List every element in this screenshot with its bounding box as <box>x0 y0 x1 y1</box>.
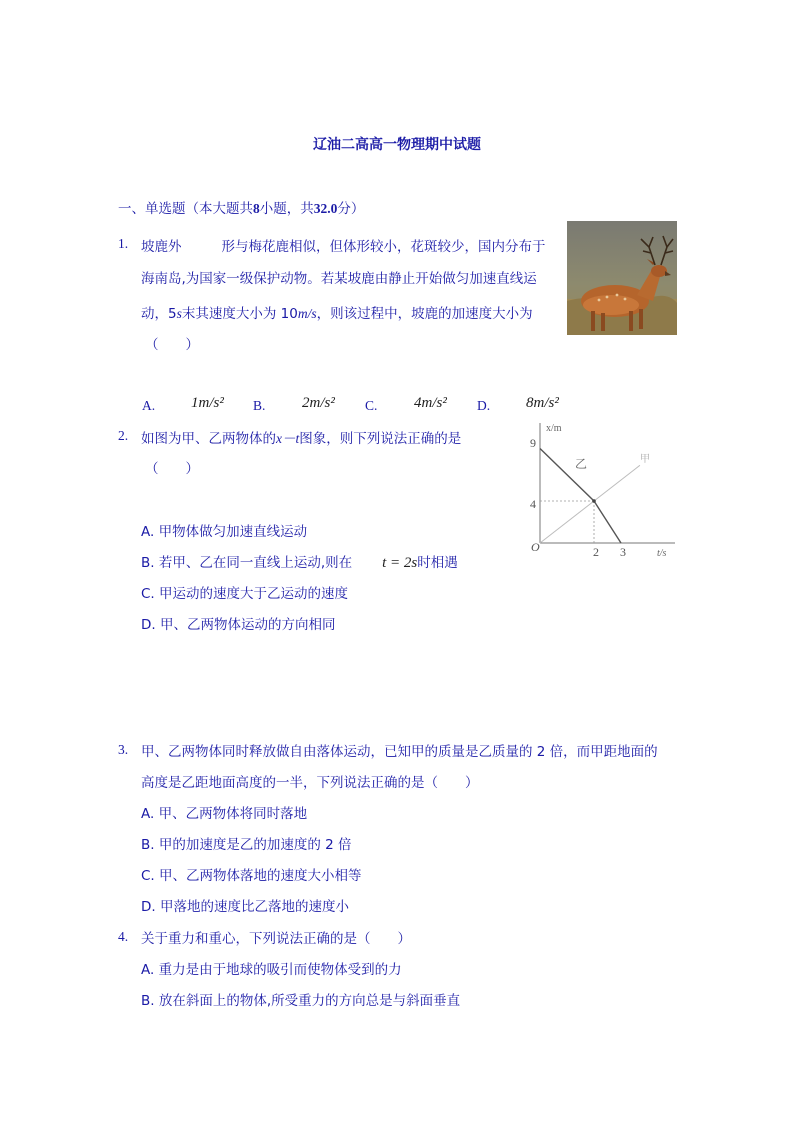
section-heading-tail: 分） <box>337 201 365 217</box>
deer-photo <box>567 221 677 335</box>
q1-line2: 海南岛,为国家一级保护动物。若某坡鹿由静止开始做匀加速直线运 <box>141 271 537 287</box>
intersection-point <box>592 499 596 503</box>
q2-stem-b: 图象，则下列说法正确的是 <box>299 431 462 447</box>
q1-option-a-value: 1m/s² <box>191 395 224 411</box>
origin-label: O <box>531 540 540 554</box>
q3-line2: 高度是乙距地面高度的一半，下列说法正确的是（ ） <box>141 775 479 791</box>
q4-option-b: B. 放在斜面上的物体,所受重力的方向总是与斜面垂直 <box>141 993 461 1009</box>
x-tick-2: 2 <box>593 545 599 559</box>
q1-option-b-label: B. <box>253 398 266 413</box>
q1-line3-e: ，则该过程中，坡鹿的加速度大小为 <box>316 306 533 322</box>
q3-line1: 甲、乙两物体同时释放做自由落体运动，已知甲的质量是乙质量的 2 倍，而甲距地面的 <box>141 744 658 760</box>
q1-option-a-label: A. <box>142 398 156 413</box>
q1-option-c-value: 4m/s² <box>414 395 447 411</box>
q3-option-b: B. 甲的加速度是乙的加速度的 2 倍 <box>141 837 352 853</box>
q1-line1 <box>141 235 546 255</box>
series-line-jia <box>540 465 640 543</box>
q2-stem-var: x－t <box>276 431 300 446</box>
q3-option-a: A. 甲、乙两物体将同时落地 <box>141 806 308 822</box>
y-axis-label: x/m <box>546 423 562 434</box>
q4-number: 4. <box>118 929 129 944</box>
q1-line3-a: 动，5 <box>141 306 177 322</box>
q1-option-d-label: D. <box>477 398 491 413</box>
section-score: 32.0 <box>313 201 338 216</box>
question-count: 8 <box>253 201 260 216</box>
q2-option-b-a: B. 若甲、乙在同一直线上运动,则在 <box>141 555 353 571</box>
graph-axes <box>540 423 675 543</box>
q2-number: 2. <box>118 428 129 443</box>
q1-number: 1. <box>118 236 129 251</box>
q1-option-c-label: C. <box>365 398 378 413</box>
q2-paren: （ ） <box>145 461 199 477</box>
q3-number: 3. <box>118 742 129 757</box>
page-title: 辽油二高高一物理期中试题 <box>313 137 481 153</box>
series-label-yi: 乙 <box>575 457 588 471</box>
q1-option-d-value: 8m/s² <box>526 395 559 411</box>
q2-option-a: A. 甲物体做匀加速直线运动 <box>141 524 308 540</box>
section-heading-text: 一、单选题（本大题共 <box>118 201 253 217</box>
q2-option-c: C. 甲运动的速度大于乙运动的速度 <box>141 586 349 602</box>
q1-option-b-value: 2m/s² <box>302 395 335 411</box>
q1-unit-s: s <box>176 306 182 321</box>
q4-stem: 关于重力和重心，下列说法正确的是（ ） <box>141 931 411 947</box>
q1-paren: （ ） <box>145 337 199 353</box>
y-tick-4: 4 <box>530 497 536 511</box>
x-tick-3: 3 <box>620 545 626 559</box>
series-label-jia: 甲 <box>640 454 650 465</box>
q1-line1-b: 形与梅花鹿相似，但体形较小，花斑较少，国内分布于 <box>221 239 546 255</box>
series-lines <box>540 449 640 544</box>
q4-option-a: A. 重力是由于地球的吸引而使物体受到的力 <box>141 962 402 978</box>
q2-stem <box>141 427 461 447</box>
q2-option-b-b: 时相遇 <box>417 555 458 571</box>
section-heading <box>118 197 364 217</box>
q3-option-d: D. 甲落地的速度比乙落地的速度小 <box>141 899 349 915</box>
q3-option-c: C. 甲、乙两物体落地的速度大小相等 <box>141 868 362 884</box>
q1-line3 <box>141 302 533 322</box>
q2-stem-a: 如图为甲、乙两物体的 <box>141 431 276 447</box>
q2-option-b <box>141 551 458 572</box>
q1-line1-a: 坡鹿外 <box>141 239 182 255</box>
q1-line3-c: 末其速度大小为 10 <box>181 306 298 322</box>
q2-option-d: D. 甲、乙两物体运动的方向相同 <box>141 617 336 633</box>
x-axis-label: t/s <box>657 548 667 559</box>
section-heading-mid: 小题，共 <box>259 201 314 217</box>
y-tick-9: 9 <box>530 436 536 450</box>
q2-option-b-eq: t = 2s <box>382 555 418 571</box>
xt-graph <box>520 418 680 568</box>
q1-unit-ms: m/s <box>297 306 317 321</box>
